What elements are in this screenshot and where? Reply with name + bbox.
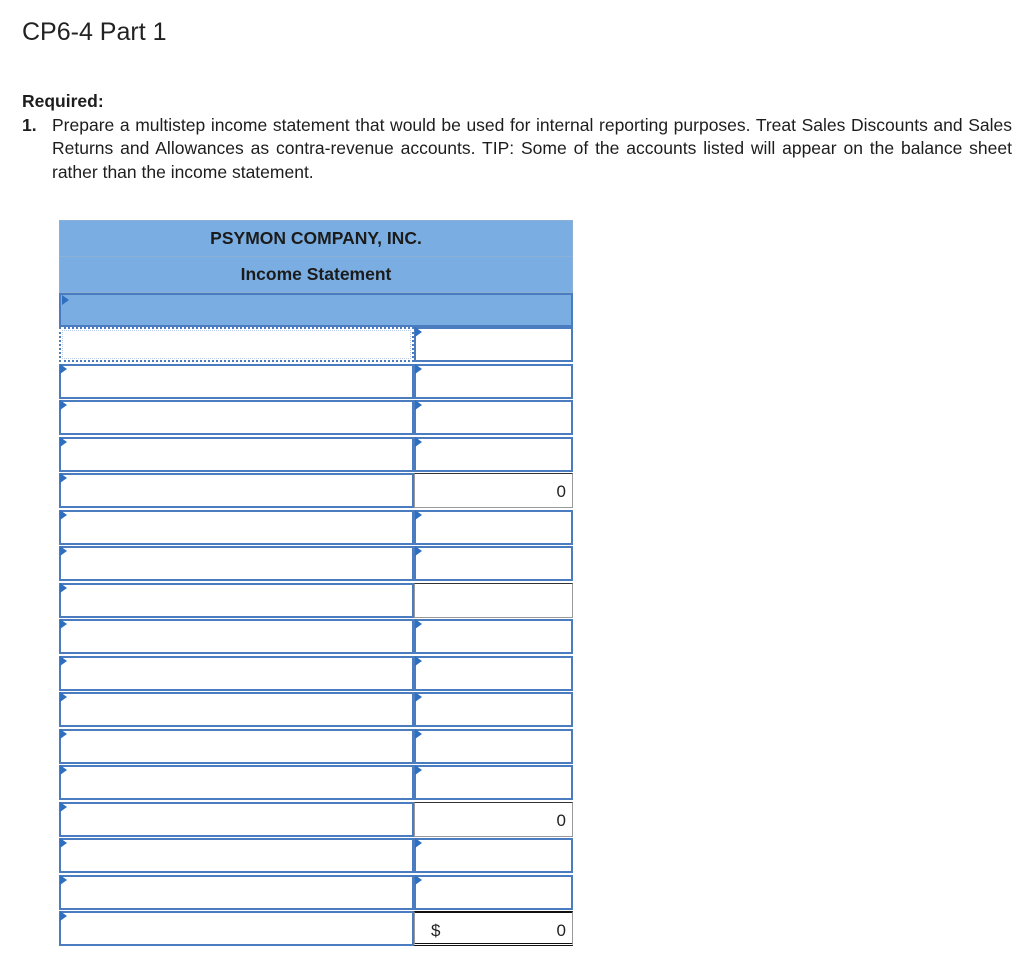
dropdown-marker-icon: [415, 619, 422, 629]
dropdown-marker-icon: [415, 437, 422, 447]
statement-row: [59, 692, 573, 727]
dropdown-marker-icon: [415, 765, 422, 775]
statement-row: [59, 473, 573, 508]
account-label-input[interactable]: [59, 765, 414, 800]
amount-input[interactable]: [414, 729, 573, 764]
total-amount-cell: [414, 911, 573, 946]
statement-row: [59, 546, 573, 581]
dropdown-marker-icon: [60, 875, 67, 885]
statement-row: [59, 400, 573, 435]
account-label-input[interactable]: [59, 546, 414, 581]
amount-input[interactable]: [414, 546, 573, 581]
account-label-input[interactable]: [59, 437, 414, 472]
amount-input[interactable]: [414, 437, 573, 472]
account-label-input[interactable]: [59, 729, 414, 764]
page-title: CP6-4 Part 1: [22, 18, 167, 46]
subtotal-amount-cell: [414, 583, 573, 618]
statement-row: [59, 765, 573, 800]
income-statement-worksheet: [59, 220, 573, 940]
dropdown-marker-icon: [60, 473, 67, 483]
amount-input[interactable]: [414, 364, 573, 399]
amount-input[interactable]: [414, 692, 573, 727]
dropdown-marker-icon: [60, 364, 67, 374]
subtotal-amount-cell: [414, 802, 573, 837]
amount-value: 0: [556, 921, 566, 940]
statement-row: [59, 656, 573, 691]
dropdown-marker-icon: [415, 875, 422, 885]
dropdown-marker-icon: [60, 437, 67, 447]
account-label-input[interactable]: [59, 364, 414, 399]
dropdown-marker-icon: [415, 546, 422, 556]
date-line-input[interactable]: [59, 293, 573, 327]
account-label-input[interactable]: [59, 692, 414, 727]
dropdown-marker-icon: [60, 583, 67, 593]
amount-input[interactable]: [414, 765, 573, 800]
dropdown-marker-icon: [415, 729, 422, 739]
company-name-header: PSYMON COMPANY, INC.: [59, 220, 573, 257]
dropdown-marker-icon: [415, 400, 422, 410]
amount-input[interactable]: [414, 875, 573, 910]
statement-row: [59, 364, 573, 399]
amount-input[interactable]: [414, 327, 573, 362]
amount-value: 0: [556, 482, 566, 501]
statement-row: [59, 802, 573, 837]
statement-row: [59, 327, 573, 362]
dropdown-marker-icon: [60, 546, 67, 556]
account-label-input[interactable]: [59, 400, 414, 435]
instruction-item: [22, 114, 1012, 185]
required-section: [22, 90, 1012, 184]
amount-input[interactable]: [414, 400, 573, 435]
dropdown-marker-icon: [60, 802, 67, 812]
currency-symbol: $: [431, 921, 441, 940]
amount-input[interactable]: [414, 510, 573, 545]
account-label-input[interactable]: [59, 875, 414, 910]
account-label-input[interactable]: [59, 583, 414, 618]
required-label: Required:: [22, 91, 104, 111]
dropdown-marker-icon: [415, 327, 422, 337]
statement-row: [59, 619, 573, 654]
dropdown-marker-icon: [60, 510, 67, 520]
dropdown-marker-icon: [62, 295, 69, 305]
statement-row: [59, 583, 573, 618]
dropdown-marker-icon: [60, 400, 67, 410]
statement-row-total: [59, 911, 573, 946]
account-label-input[interactable]: [59, 510, 414, 545]
dropdown-marker-icon: [60, 729, 67, 739]
statement-row: [59, 875, 573, 910]
dropdown-marker-icon: [415, 656, 422, 666]
statement-row: [59, 729, 573, 764]
amount-value: 0: [556, 810, 566, 830]
account-label-input[interactable]: [59, 327, 414, 362]
amount-input[interactable]: [414, 656, 573, 691]
account-label-input[interactable]: [59, 656, 414, 691]
dropdown-marker-icon: [415, 510, 422, 520]
account-label-input[interactable]: [59, 473, 414, 508]
dropdown-marker-icon: [60, 619, 67, 629]
statement-title-header: Income Statement: [59, 257, 573, 293]
dropdown-marker-icon: [415, 692, 422, 702]
amount-input[interactable]: [414, 619, 573, 654]
amount-input[interactable]: [414, 838, 573, 873]
dropdown-marker-icon: [60, 911, 67, 921]
dropdown-marker-icon: [60, 692, 67, 702]
account-label-input[interactable]: [59, 838, 414, 873]
dropdown-marker-icon: [60, 765, 67, 775]
statement-row: [59, 437, 573, 472]
dropdown-marker-icon: [415, 838, 422, 848]
statement-row: [59, 838, 573, 873]
account-label-input[interactable]: [59, 619, 414, 654]
dropdown-marker-icon: [60, 656, 67, 666]
dropdown-marker-icon: [60, 838, 67, 848]
statement-row: [59, 510, 573, 545]
instruction-text: Prepare a multistep income statement that would be used for internal reporting purposes. Treat Sales Discounts and Sales Returns and Allowances as contra-revenue accounts. TIP: Some of the accounts listed will appear on the balance sheet rather than the income statement.: [52, 114, 1012, 182]
dropdown-marker-icon: [415, 364, 422, 374]
account-label-input[interactable]: [59, 911, 414, 946]
instruction-number: 1.: [22, 114, 37, 135]
subtotal-amount-cell: [414, 473, 573, 508]
account-label-input[interactable]: [59, 802, 414, 837]
